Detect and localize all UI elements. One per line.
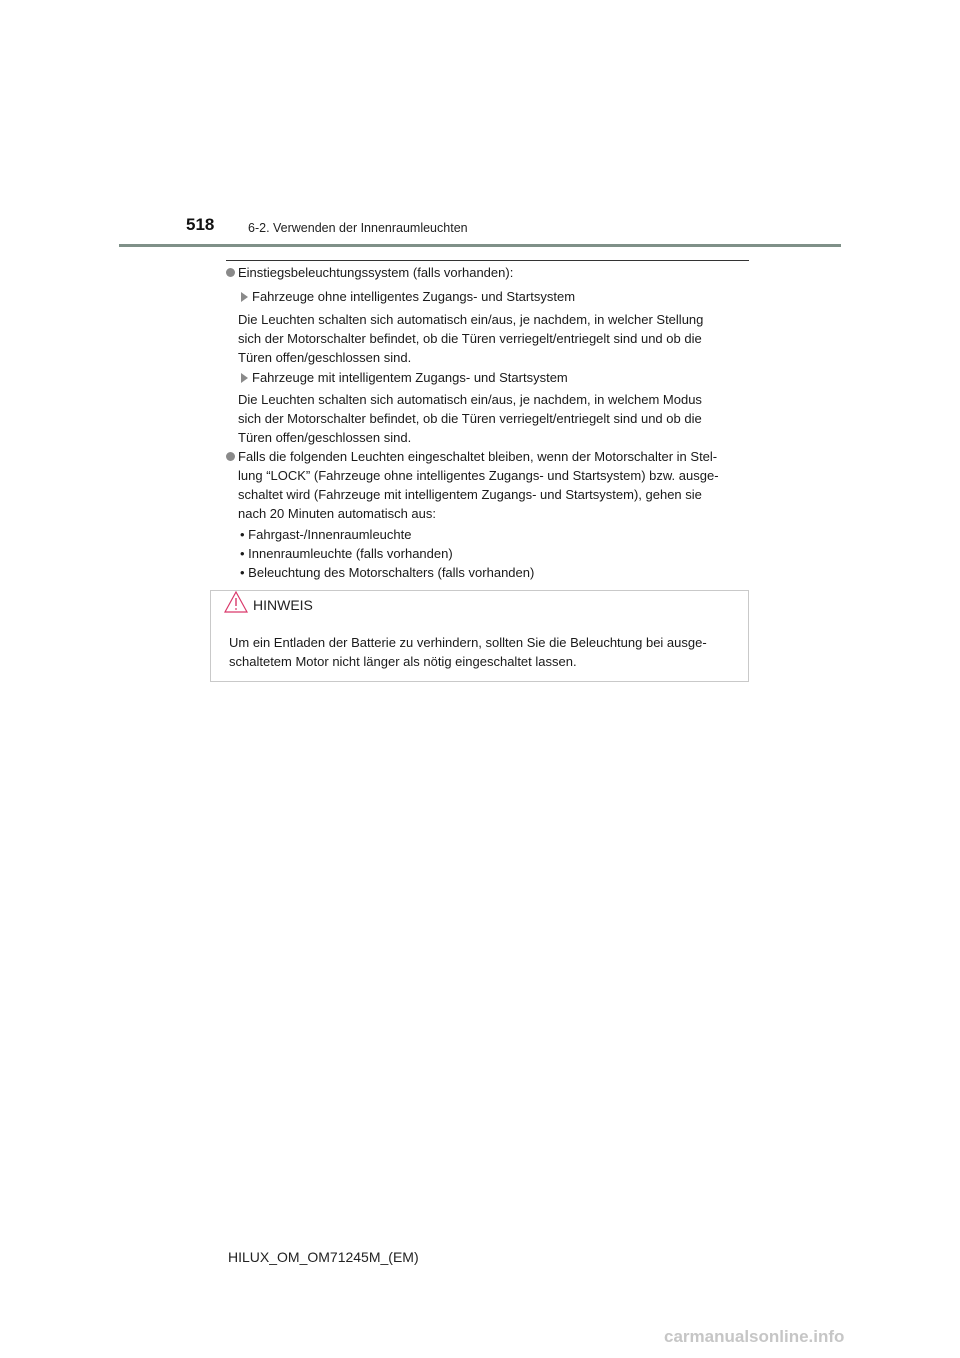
circle-bullet-icon bbox=[226, 452, 235, 461]
triangle-arrow-icon bbox=[241, 292, 248, 302]
text-line: Türen offen/geschlossen sind. bbox=[238, 430, 412, 445]
text-line: Die Leuchten schalten sich automatisch ein/aus, je nachdem, in welchem Modus bbox=[238, 392, 702, 407]
notice-title: HINWEIS bbox=[253, 597, 313, 613]
list-item: • Innenraumleuchte (falls vorhanden) bbox=[240, 546, 453, 561]
text-line: Die Leuchten schalten sich automatisch ein/aus, je nachdem, in welcher Stellung bbox=[238, 312, 704, 327]
section-title: 6-2. Verwenden der Innenraumleuchten bbox=[248, 221, 468, 235]
text-line: nach 20 Minuten automatisch aus: bbox=[238, 506, 437, 521]
bullet2-body bbox=[238, 447, 749, 523]
sub2-heading: Fahrzeuge mit intelligentem Zugangs- und Startsystem bbox=[252, 370, 568, 385]
sub1-body bbox=[238, 310, 744, 367]
watermark: carmanualsonline.info bbox=[664, 1327, 845, 1346]
notice-text bbox=[229, 633, 740, 671]
lights-list bbox=[240, 525, 534, 582]
text-line: lung “LOCK” (Fahrzeuge ohne intelligentes Zugangs- und Startsystem) bzw. ausge- bbox=[238, 468, 719, 483]
bullet1-title: Einstiegsbeleuchtungssystem (falls vorhanden): bbox=[238, 265, 514, 280]
circle-bullet-icon bbox=[226, 268, 235, 277]
text-line: schaltet wird (Fahrzeuge mit intelligentem Zugangs- und Startsystem), gehen sie bbox=[238, 487, 702, 502]
sub1-heading: Fahrzeuge ohne intelligentes Zugangs- und Startsystem bbox=[252, 289, 576, 304]
text-line: Um ein Entladen der Batterie zu verhindern, sollten Sie die Beleuchtung bei ausge- bbox=[229, 635, 707, 650]
sub2-body bbox=[238, 390, 744, 447]
list-item: • Fahrgast-/Innenraumleuchte bbox=[240, 527, 412, 542]
warning-triangle-icon bbox=[224, 591, 248, 613]
text-line: sich der Motorschalter befindet, ob die Türen verriegelt/entriegelt sind und ob die bbox=[238, 331, 702, 346]
header-divider bbox=[119, 244, 841, 247]
text-line: schaltetem Motor nicht länger als nötig eingeschaltet lassen. bbox=[229, 654, 577, 669]
list-item: • Beleuchtung des Motorschalters (falls vorhanden) bbox=[240, 565, 535, 580]
text-line: Falls die folgenden Leuchten eingeschaltet bleiben, wenn der Motorschalter in Stel- bbox=[238, 449, 718, 464]
document-code: HILUX_OM_OM71245M_(EM) bbox=[228, 1249, 419, 1265]
triangle-arrow-icon bbox=[241, 373, 248, 383]
text-line: Türen offen/geschlossen sind. bbox=[238, 350, 412, 365]
text-line: sich der Motorschalter befindet, ob die Türen verriegelt/entriegelt sind und ob die bbox=[238, 411, 702, 426]
content-top-divider bbox=[226, 260, 749, 261]
page-number: 518 bbox=[186, 215, 215, 234]
